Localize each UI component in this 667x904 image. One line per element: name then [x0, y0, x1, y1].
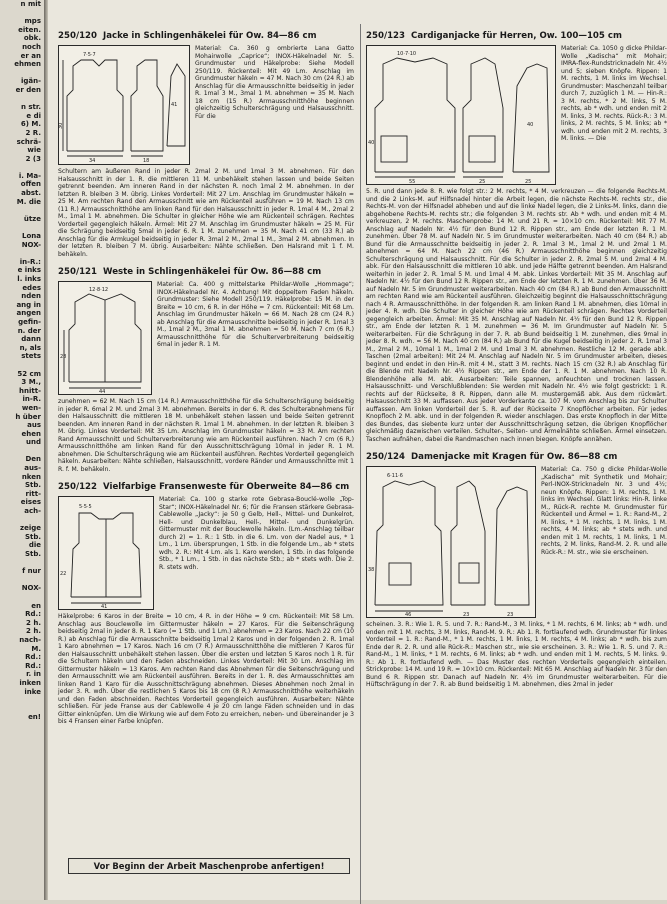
left-edge-fragment: inke [24, 687, 41, 696]
left-edge-fragment: abst. [21, 189, 41, 198]
left-edge-fragment: aus- [24, 464, 41, 473]
left-edge-fragment: f nur [22, 567, 41, 576]
left-edge-fragment: ehen [21, 429, 41, 438]
footer-note: Vor Beginn der Arbeit Maschenprobe anfertigen! [68, 858, 350, 874]
left-edge-fragment: stets [21, 352, 41, 361]
section-title-250-121: 250/121 Weste in Schlingenhäkelei für Ow. 86—88 cm [58, 267, 322, 277]
left-edge-fragment: 2 (3 [25, 154, 41, 163]
section-body-250-124: scheinen. 3. R.: Wie 1. R. 5. und 7. R.: Rand-M., 3 M. links, * 1 M. rechts, 6 M. links; ab * wdh. und enden mit 1 M. rechts, 3 M. links, Rand-M. 9. R.: Ab 1. R. fortlaufend wdh. Grundmuster für linkes Vorderteil = 1. R.: Rand-M., * 1 M. rechts, 1 M. links, 1 M. rechts, 4 M. links; ab * wdh. bis zum Ende der R. 2. R. und alle Rück-R.: Maschen str., wie sie erscheinen. 3. R.: Wie 1. R. 5. und 7. R.: Rand-M., 1 M. links, * 1 M. rechts, 6 M. links; ab * wdh. und enden mit 1 M. rechts, 5 M. links. 9. R.: Ab 1. R. fortlaufend wdh. — Das Muster des rechten Vorderteils gegengleich einteilen. Strickprobe: 14 M. und 19 R. = 10×10 cm. Rückenteil: Mit 65 M. Anschlag auf Nadeln Nr. 3 für den Bund 6 R. Rippen str. Danach auf Nadeln Nr. 4½ im Grundmuster weiterarbeiten. Für die Hüftschrägung in der 7. R. ab Bund beidseitig 1 M. abnehmen, dies 2mal in jeder [366, 621, 667, 688]
left-edge-fragment: wie [27, 146, 41, 155]
left-edge-fragment: in-R.: [19, 257, 41, 266]
pattern-diagram-jacket [58, 45, 190, 165]
svg-text:46: 46 [405, 612, 412, 618]
svg-text:28: 28 [60, 354, 67, 360]
left-edge-fragment: 2 h. [26, 627, 41, 636]
right-column [366, 28, 667, 890]
left-edge-fragment: ritt- [25, 489, 41, 498]
svg-text:55: 55 [409, 179, 416, 185]
left-edge-fragment [0, 163, 44, 172]
left-edge-fragment: 6) M. [20, 120, 41, 129]
left-edge-fragment [0, 206, 44, 215]
left-edge-fragment: en! [28, 713, 41, 722]
left-edge-fragment: eiten. [18, 25, 41, 34]
left-edge-fragment [0, 223, 44, 232]
left-edge-fragment: ang in [16, 300, 41, 309]
svg-text:18: 18 [143, 158, 150, 164]
left-edge-fragment: ütze [23, 214, 41, 223]
section-body-250-120: Schultern am äußeren Rand in jeder R. 2mal 2 M. und 1mal 3 M. abnehmen. Für den Halsausschnitt in der 1. R. die mittleren 11 M. unbehäkelt stehen lassen und beide Seiten getrennt beenden. Am inneren Rand in der nächsten R. noch 1mal 2 M. abnehmen. In der letzten R. bleiben 3 M. übrig. Linkes Vorderteil: Mit 27 Lm. Anschlag im Grundmuster häkeln = 25 M. Am rechten Rand den Armausschnitt wie am Rückenteil ausführen = 19 M. Nach 13 cm (11 R.) Armausschnitthöhe am linken Rand für den Halsausschnitt in jeder R. 1mal 4 M., 2mal 2 M., 1mal 1 M. abnehmen. Die Schulter in gleicher Höhe wie am Rückenteil schrägen. Rechtes Vorderteil gegengleich häkeln. Ärmel: Mit 27 M. Anschlag im Grundmuster häkeln = 25 M. Für die Schrägung beidseitig 5mal in jeder 6. R. 1 M. zunehmen = 35 M. Nach 41 cm (33 R.) ab Anschlag für die Armkugel beidseitig in jeder R. 3mal 2 M., 2mal 1 M., 3mal 2 M. abnehmen. In der letzten R. bleiben 7 M. übrig. Ausarbeiten: Nähte schließen. Den Halsrand mit 1 f. M. behäkeln. [58, 168, 354, 258]
left-edge-fragment: en [31, 601, 41, 610]
left-edge-fragment: schrä- [16, 137, 41, 146]
svg-text:44: 44 [99, 389, 106, 395]
section-body-250-123-side: Material: Ca. 1050 g dicke Phildar-Wolle „Kadischa“ mit Mohair; IMRA-flex-Rundstricknadeln Nr. 4½ und 5; sieben Knöpfe. Rippen: 1 M. rechts, 1 M. links im Wechsel. Grundmuster: Maschenzahl teilbar durch 7, zuzüglich 1 M. — Hin-R.: 3 M. rechts, * 2 M. links, 5 M. rechts, ab * wdh. und enden mit 2 M. links, 3 M. rechts. Rück-R.: 3 M. links, 2 M. rechts, 5 M. links; ab * wdh. und enden mit 2 M. rechts, 3 M. links. — Die [561, 45, 667, 142]
left-edge-fragment: h über [15, 412, 41, 421]
svg-text:38: 38 [368, 567, 375, 573]
svg-text:12·8·12: 12·8·12 [89, 287, 109, 293]
svg-text:40: 40 [527, 122, 534, 128]
left-edge-fragment: mps [24, 17, 41, 26]
left-edge-fragment: n. der [17, 326, 41, 335]
svg-text:23: 23 [463, 612, 470, 618]
left-edge-fragment: l. inks [17, 275, 41, 283]
svg-text:41: 41 [101, 604, 108, 610]
left-edge-fragment: n str. [20, 103, 41, 112]
left-edge-fragment [0, 705, 44, 714]
left-edge-fragment: Stb. [24, 550, 41, 558]
left-edge-fragment: ehmen [14, 60, 41, 69]
svg-text:30: 30 [58, 122, 64, 129]
section-body-250-121: zunehmen = 62 M. Nach 15 cm (14 R.) Armausschnitthöhe für die Schulterschrägung beidseitig in jeder R. 6mal 2 M. und 2mal 3 M. abnehmen. Bereits in der 6. R. des Schulterabnehmens für den Halsausschnitt die mittleren 18 M. unbehäkelt stehen lassen und beide Seiten getrennt beenden. Am inneren Rand in der nächsten R. 1mal 1 M. abnehmen. In der letzten R. bleiben 3 M. übrig. Linkes Vorderteil: Mit 35 Lm. Anschlag im Grundmuster häkeln = 33 M. Am rechten Rand Armausschnitt und Schulterverbreiterung wie am Rückenteil ausführen. Nach 7 cm (6 R.) Armausschnitthöhe am linken Rand für den Ausschnittschrägung 10mal in jeder R. 1 M. abnehmen. Die Schulterschrägung wie am Rückenteil ausführen. Rechtes Vorderteil gegengleich häkeln. Ausarbeiten: Nähte schließen, Halsausschnitt, vordere Ränder und Armausschnitte mit 1 R. f. M. behäkeln. [58, 398, 354, 473]
left-edge-fragment [0, 95, 44, 104]
left-edge-fragment: wen- [21, 403, 41, 412]
column-divider [360, 24, 361, 904]
left-edge-fragment [0, 249, 44, 258]
svg-text:6·11·6: 6·11·6 [387, 473, 403, 479]
left-edge-fragment: die [28, 541, 41, 550]
left-edge-fragment: und [26, 438, 41, 447]
left-edge-fragment: er an [20, 51, 41, 60]
left-edge-fragment: NOX- [21, 584, 41, 593]
svg-text:22: 22 [60, 571, 67, 577]
svg-text:23: 23 [507, 612, 514, 618]
left-edge-fragment [0, 516, 44, 525]
section-body-250-122-side: Material: Ca. 100 g starke rote Gebrasa-Bouclé-wolle „Top-Star“; INOX-Häkelnadel Nr. 6; für die Fransen stärkere Gebrasa-Cablewolle „Jacky“: je 50 g Gelb, Hell-, Mittel- und Dunkelrot, Hell- und Dunkelblau, Hell-, Mittel- und Dunkelgrün. Gittermuster mit der Bouclewolle häkeln. (Lm.-Anschlag teilbar durch 2) = 1. R.: 1 Stb. in die 6. Lm. von der Nadel aus, * 1 Lm., 1 Lm. übersprungen, 1 Stb. in die folgende Lm., ab * stets wdh. 2. R.: Mit 4 Lm. als 1. Karo wenden, 1 Stb. in das folgende Stb., * 1 Lm., 1 Stb. in das nächste Stb.; ab * stets wdh. Die 2. R. stets wdh. [159, 496, 354, 571]
left-edge-fragment: 2 h. [26, 618, 41, 627]
left-edge-fragment: nach- [19, 635, 41, 644]
pattern-diagram-cardigan [366, 45, 556, 185]
left-edge-fragment: Stb. [24, 481, 41, 490]
section-title-250-123: 250/123 Cardiganjacke für Herren, Ow. 100—105 cm [366, 31, 622, 41]
left-edge-fragment: M. die [16, 197, 41, 206]
svg-text:25: 25 [525, 179, 532, 185]
left-edge-fragment: r. in [26, 670, 41, 679]
left-edge-fragment: M. [31, 644, 41, 653]
left-edge-fragment: n mit [20, 0, 41, 8]
left-edge-fragment: 52 cm [17, 369, 41, 378]
pattern-diagram-ladies-jacket [366, 466, 536, 618]
left-edge-fragment: Lona [22, 232, 41, 241]
section-title-250-122: 250/122 Vielfarbige Fransenweste für Oberweite 84—86 cm [58, 482, 350, 492]
left-edge-fragment: Rd.: [25, 661, 41, 670]
left-edge-fragment: eises [20, 498, 41, 507]
left-edge-fragment: Rd.: [25, 610, 41, 619]
section-body-250-121-side: Material: Ca. 400 g mittelstarke Phildar-Wolle „Hommage“; INOX-Häkelnadel Nr. 4. Achtung! Mit doppeltem Faden häkeln. Grundmuster: Siehe Modell 250/119. Häkelprobe: 15 M. in der Breite = 10 cm, 6 R. in der Höhe = 7 cm. Rückenteil: Mit 68 Lm. Anschlag im Grundmuster häkeln = 66 M. Nach 28 cm (24 R.) ab Anschlag für die Armausschnitte beidseitig in jeder R. 1mal 3 M., 1mal 2 M., 3mal 1 M. abnehmen = 50 M. Nach 7 cm (6 R.) Armausschnitthöhe für die Schulterverbreiterung beidseitig 6mal in jeder R. 1 M. [157, 281, 354, 348]
svg-text:25: 25 [479, 179, 486, 185]
left-edge-fragment: n, als [19, 343, 41, 352]
left-edge-fragment [0, 447, 44, 456]
left-edge-fragment: igän- [20, 77, 41, 86]
left-edge-fragment [0, 559, 44, 568]
left-edge-fragment: angen [16, 309, 41, 318]
svg-text:41: 41 [171, 102, 178, 108]
pattern-diagram-fringe-vest [58, 496, 154, 610]
left-edge-fragment: 3 M., [21, 378, 41, 387]
left-edge-fragment: gefin- [18, 317, 41, 326]
left-edge-fragment [0, 696, 44, 705]
left-edge-fragment: 2 R. [25, 128, 41, 137]
left-edge-fragment [0, 361, 44, 370]
left-edge-fragment: hnitt- [19, 386, 41, 395]
left-edge-fragment: NOX- [21, 240, 41, 249]
svg-text:5·5·5: 5·5·5 [79, 504, 92, 510]
section-body-250-120-side: Material: Ca. 360 g ombrierte Lana Gatto Mohairwolle „Caprice“; INOX-Häkelnadel Nr. 5. Grundmuster und Häkelprobe: Siehe Modell 250/119. Rückenteil: Mit 49 Lm. Anschlag im Grundmuster häkeln = 47 M. Nach 30 cm (24 R.) ab Anschlag für die Armausschnitte beidseitig in jeder R. 1mal 3 M., 3mal 1 M. abnehmen = 35 M. Nach 18 cm (15 R.) Armausschnitthöhe beginnen gleichzeitig Schulterschrägung und Halsausschnitt. Für die [195, 45, 354, 120]
section-body-250-124-side: Material: Ca. 750 g dicke Phildar-Wolle „Kadischa“ mit Synthetik und Mohair; Perl-INOX-Stricknadeln Nr. 3 und 4½; neun Knöpfe. Rippen: 1 M. rechts, 1 M. links im Wechsel. Glatt links: Hin-R. linke M., Rück-R. rechte M. Grundmuster für Rückenteil und Ärmel = 1. R.: Rand-M., 2 M. links, * 1 M. rechts, 1 M. links, 1 M. rechts, 4 M. links; ab * stets wdh. und enden mit 1 M. rechts, 1 M. links, 1 M. rechts, 2 M. links, Rand-M. 2. R. und alle Rück-R.: M. str., wie sie erscheinen. [541, 466, 667, 556]
left-edge-fragment: nken [21, 472, 41, 481]
left-edge-fragment: e di [26, 111, 41, 120]
left-edge-fragment: inken [19, 678, 41, 687]
left-edge-fragment: i. Ma- [18, 171, 41, 180]
left-edge-fragment: edes [22, 283, 41, 292]
left-edge-fragment: e inks [17, 266, 41, 275]
svg-text:10·7·10: 10·7·10 [397, 51, 417, 57]
section-body-250-123: 5. R. und dann jede 8. R. wie folgt str.: 2 M. rechts, * 4 M. verkreuzen — die folgende Rechts-M. und die 2 Links-M. auf Hilfsnadel hinter die Arbeit legen, die nächste Rechts-M. rechts str., die Rechts-M. von der Hilfsnadel abheben und auf die linke Nadel legen, die 2 Links-M. links, dann die abgehobene Rechts-M. rechts str.; die folgenden 3 M. rechts str. Ab * wdh. und enden mit 4 M. verkreuzen, 2 M. rechts. Maschenprobe: 14 M. und 21 R. = 10×10 cm. Rückenteil: Mit 77 M. Anschlag auf Nadeln Nr. 4½ für den Bund 12 R. Rippen str., am Ende der letzten R. 1 M. zunehmen. Über 78 M. auf Nadeln Nr. 5 im Grundmuster weiterarbeiten. Nach 40 cm (84 R.) ab Bund für die Armausschnitte beidseitig in jeder 2. R. 1mal 3 M., 1mal 2 M. und 2mal 1 M. abnehmen = 64 M. Nach 22 cm (46 R.) Armausschnitthöhe beginnen gleichzeitig Schulterschrägung und Halsausschnitt. Für die Schulter in jeder 2. R. 2mal 5 M. und 2mal 4 M. abk. Für den Halsausschnitt die mittleren 10 abk. und jede Hälfte getrennt beenden. Am Halsrand weiterhin in jeder 2. R. 1mal 5 M. und 1mal 4 M. abk. Linkes Vorderteil: Mit 35 M. Anschlag auf Nadeln Nr. 4½ für den Bund 12 R. Rippen str., am Ende der letzten R. 1 M. zunehmen. Über 36 M. auf Nadeln Nr. 5 im Grundmuster weiterarbeiten. Nach 40 cm (84 R.) ab Bund den Armausschnitt am rechten Rand wie am Rückenteil ausführen. Gleichzeitig beginnt die Halsausschnittschrägung nach 4 R. Armausschnitthöhe. In der folgenden R. am linken Rand 1 M. abnehmen, dies 10mal in jeder 4. R. wdh. Die Schulter in gleicher Höhe wie am Rückenteil schrägen. Rechtes Vorderteil gegengleich arbeiten. Ärmel: Mit 35 M. Anschlag auf Nadeln Nr. 4½ für den Bund 12 R. Rippen str., am Ende der letzten R. 1 M. zunehmen = 36 M. Im Grundmuster auf Nadeln Nr. 5 weiterarbeiten. Für die Schrägung in der 7. R. ab Bund beidseitig 1 M. zunehmen, dies 9mal in jeder 8. R. wdh. = 56 M. Nach 40 cm (84 R.) ab Bund für die Kugel beidseitig in jeder 2. R. 1mal 3 M., 2mal 2 M., 10mal 1 M., 1mal 2 M. und 1mal 3 M. abnehmen. Restliche 12 M. gerade abk. Taschen (2mal arbeiten): Mit 24 M. Anschlag auf Nadeln Nr. 5 im Grundmuster arbeiten, dieses beginnt und endet in den Hin-R. mit 4 M., statt 3 M. rechts. Nach 15 cm (32 R.) ab Anschlag für die Blende mit Nadeln Nr. 4½ Rippen str., am Ende der 1. R. 1 M. abnehmen. Nach 10 R. Blendenhöhe alle M. abk. Ausarbeiten: Teile spannen, anfeuchten und trocknen lassen. Halsausschnitt- und Verschlußblenden: Sie werden mit Nadeln Nr. 4½ wie folgt gestrickt: 1 R. rechts auf der Rückseite, 8 R. Rippen, dann alle M. mustergemäß abk. Aus dem rückwärt. Halsausschnitt 33 M. auffassen. Aus jeder Vorderkante ca. 107 M. vom Anschlag bis zur Schulter auffassen. Am linken Vorderteil der 5. R. auf der Rückseite 7 Knopflöcher arbeiten. Für jedes Knopfloch 2 M. abk. und in der folgenden R. wieder anschlagen. Das erste Knopfloch in der Mitte des Bundes, das siebente kurz unter der Ausschnittschrägung setzen, die übrigen Knopflöcher gleichmäßig dazwischen verteilen. Schulter-, Seiten- und Ärmelnähte schließen. Ärmel einsetzen. Taschen aufnähen, dabei die Randmaschen nach innen biegen. Knöpfe annähen. [366, 188, 667, 443]
left-edge-fragment: dann [21, 335, 41, 344]
left-edge-fragment: noch [22, 42, 41, 51]
left-edge-fragment: Rd.: [25, 653, 41, 662]
left-column [58, 28, 354, 873]
left-edge-fragment [0, 576, 44, 585]
left-edge-fragment: obk. [23, 34, 41, 43]
left-edge-fragment [0, 69, 44, 78]
svg-text:34: 34 [89, 158, 96, 164]
section-title-250-124: 250/124 Damenjacke mit Kragen für Ow. 86—88 cm [366, 452, 618, 462]
svg-text:7·5·7: 7·5·7 [83, 52, 96, 58]
left-edge-fragment: ach- [24, 507, 41, 516]
left-edge-fragment: aus [27, 421, 41, 430]
pattern-diagram-vest [58, 281, 152, 395]
left-edge-fragment: Den [25, 455, 41, 464]
left-edge-fragment: zeige [20, 524, 41, 533]
section-title-250-120: 250/120 Jacke in Schlingenhäkelei für Ow. 84—86 cm [58, 31, 317, 41]
left-edge-fragment [0, 9, 44, 18]
left-edge-fragment: Stb. [24, 532, 41, 541]
left-edge-fragment: er den [15, 85, 41, 94]
left-edge-fragment [0, 593, 44, 602]
left-edge-fragment: offen [20, 180, 41, 189]
left-edge-fragment: in-R. [22, 395, 41, 404]
svg-text:40: 40 [368, 140, 375, 146]
left-edge-fragment: nden [21, 292, 41, 301]
section-body-250-122: Häkelprobe: 6 Karos in der Breite = 10 cm, 4 R. in der Höhe = 9 cm. Rückenteil: Mit 58 Lm. Anschlag aus Bouclewolle im Gittermuster häkeln = 27 Karos. Für die Seitenschrägung beidseitig 2mal in jeder 8. R. 1 Karo (= 1 Stb. und 1 Lm.) abnehmen = 23 Karos. Nach 22 cm (10 R.) ab Anschlag für die Armausschnitte beidseitig 1mal 2 Karos und in der folgenden 2. R. 1mal 1 Karo abnehmen = 17 Karos. Nach 16 cm (7 R.) Armausschnitthöhe die mittleren 7 Karos für den Halsausschnitt unbehäkelt stehen lassen. Über die ersten und letzten 5 Karos noch 1 R. für die Schultern häkeln und den Faden abschneiden. Linkes Vorderteil: Mit 30 Lm. Anschlag im Gittermuster häkeln = 13 Karos. Am rechten Rand das Abnehmen für die Seitenschrägung und den Armausschnitt wie am Rückenteil ausführen. Bereits in der 1. R. des Armausschnittes am linken Rand 1 Karo für die Ausschnittschrägung abnehmen. Dieses Abnehmen noch 2mal in jeder 3. R. wdh. Über die restlichen 5 Karos bis 18 cm (8 R.) Armausschnitthöhe weiterhäkeln und den Faden abschneiden. Rechtes Vorderteil gegengleich ausführen. Ausarbeiten: Nähte schließen. Für jede Franse aus der Cablewolle 4 je 20 cm lange Fäden schneiden und in das Gitter einknüpfen. Um die Wirkung wie auf dem Foto zu erreichen, neben- und übereinander je 3 bis 4 Fransen einer Farbe knüpfen. [58, 613, 354, 725]
left-page-edge [0, 0, 45, 900]
